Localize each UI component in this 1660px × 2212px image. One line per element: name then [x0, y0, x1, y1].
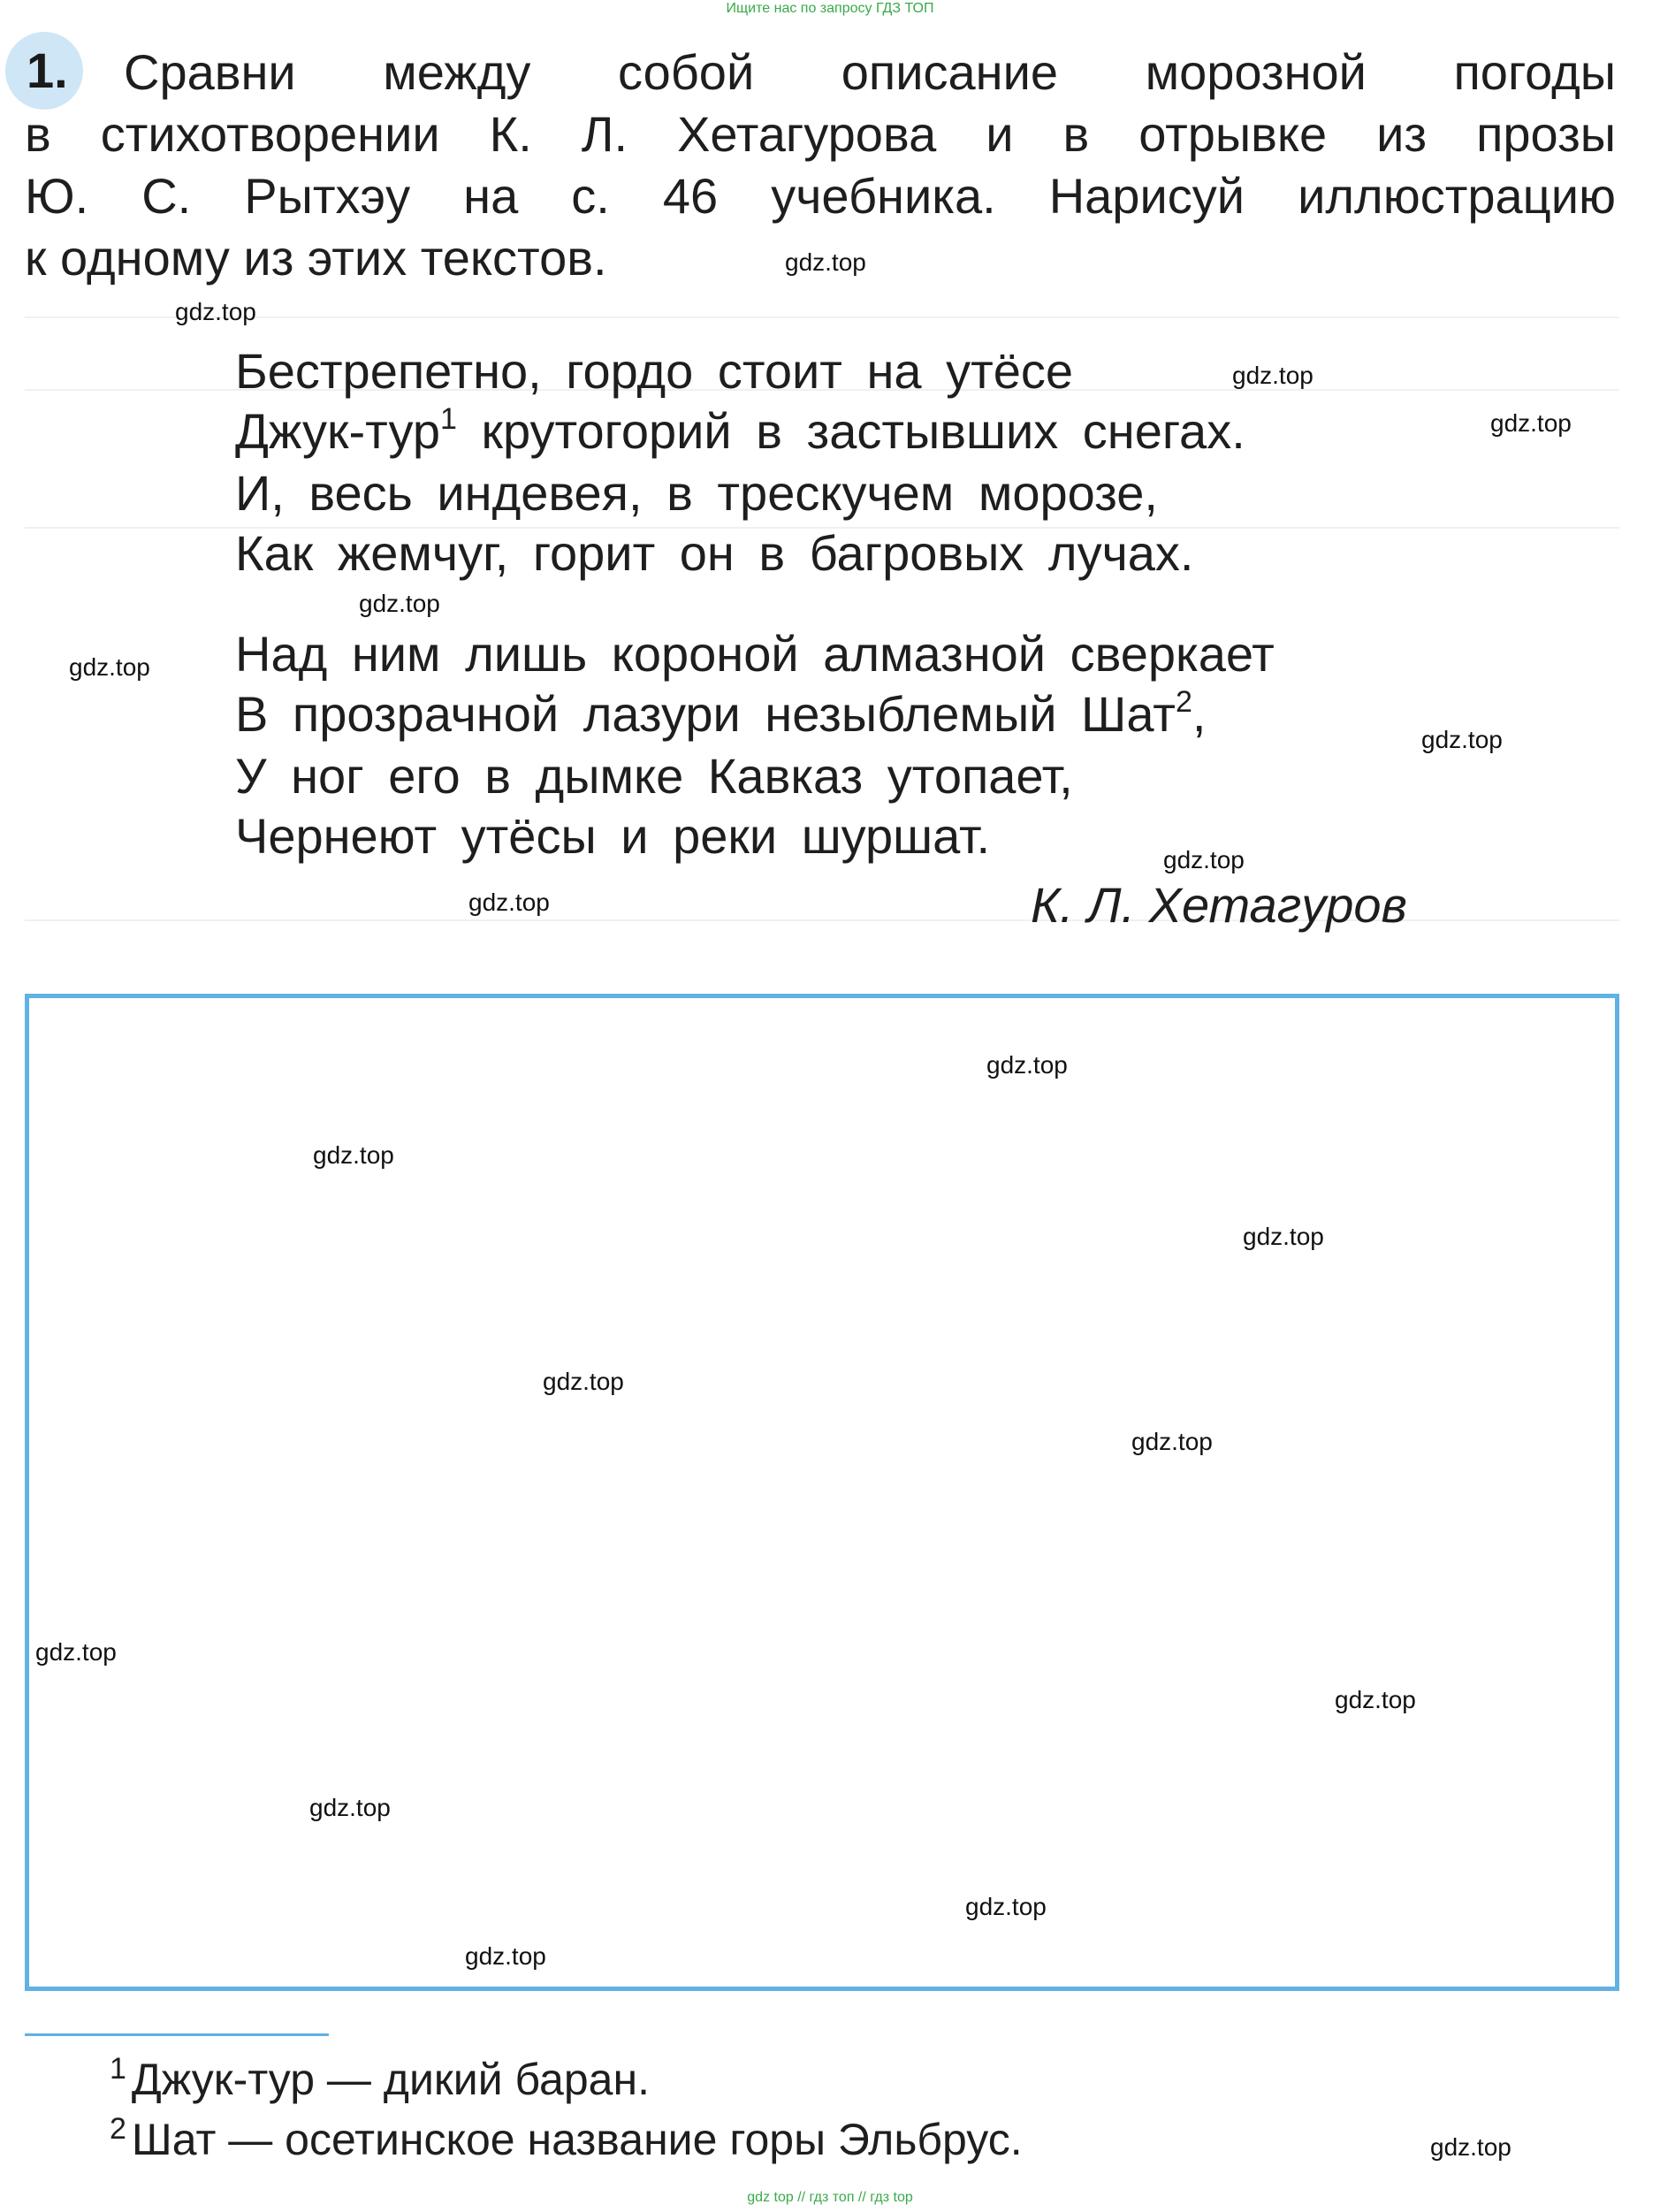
poem-line: У ног его в дымке Кавказ утопает, [235, 748, 1073, 804]
poem-line-text: В прозрачной лазури незыблемый Шат [235, 686, 1176, 742]
watermark: gdz.top [313, 1141, 394, 1169]
poem-line [235, 401, 1245, 461]
poem-word-djuk-tur: Джук-тур [235, 403, 440, 459]
watermark: gdz.top [359, 590, 440, 617]
footnote-divider [25, 2033, 329, 2036]
footnote-mark: 2 [110, 2112, 126, 2146]
watermark: gdz.top [986, 1051, 1068, 1079]
watermark: gdz.top [1430, 2133, 1512, 2161]
watermark: gdz.top [468, 889, 550, 916]
task-line-4: к одному из этих текстов. [25, 230, 607, 286]
watermark: gdz.top [69, 653, 150, 681]
poem-line-rest: крутогорий в застывших снегах. [481, 403, 1245, 459]
poem-line: Чернеют утёсы и реки шуршат. [235, 808, 991, 864]
task-line-2: в стихотворении К. Л. Хетагурова и в отрывке из прозы [25, 106, 1616, 162]
poem-line: Бестрепетно, гордо стоит на утёсе [235, 343, 1074, 399]
footnote-text: Шат — осетинское название горы Эльбрус. [131, 2115, 1023, 2164]
watermark: gdz.top [35, 1638, 117, 1666]
footnote-1 [110, 2053, 650, 2106]
poem-comma: , [1192, 686, 1207, 742]
watermark: gdz.top [1131, 1428, 1213, 1455]
top-banner[interactable]: Ищите нас по запросу ГДЗ ТОП [726, 1, 934, 16]
footnote-ref-1[interactable]: 1 [439, 402, 457, 436]
footnote-2 [110, 2113, 1023, 2166]
watermark: gdz.top [309, 1794, 391, 1821]
footnote-ref-2[interactable]: 2 [1175, 685, 1192, 719]
task-line-3: Ю. С. Рытхэу на с. 46 учебника. Нарисуй иллюстрацию [25, 168, 1616, 224]
watermark: gdz.top [1163, 846, 1245, 873]
watermark: gdz.top [785, 248, 866, 276]
watermark: gdz.top [465, 1942, 546, 1970]
poem-line [235, 684, 1206, 744]
watermark: gdz.top [1421, 726, 1503, 753]
footnote-mark: 1 [110, 2052, 126, 2086]
ghost-rule [25, 317, 1619, 318]
watermark: gdz.top [965, 1893, 1047, 1920]
watermark: gdz.top [1335, 1686, 1416, 1713]
watermark: gdz.top [1490, 409, 1572, 437]
illustration-drawing-area[interactable] [25, 994, 1619, 1991]
watermark: gdz.top [1243, 1223, 1324, 1250]
watermark: gdz.top [1232, 362, 1314, 389]
poem-line: Над ним лишь короной алмазной сверкает [235, 626, 1275, 682]
task-line-1: Сравни между собой описание морозной погоды [124, 44, 1616, 100]
poem-line: И, весь индевея, в трескучем морозе, [235, 465, 1158, 521]
poem-line: Как жемчуг, горит он в багровых лучах. [235, 525, 1194, 581]
watermark: gdz.top [543, 1368, 624, 1395]
footnote-text: Джук-тур — дикий баран. [131, 2055, 650, 2104]
poem-author: К. Л. Хетагуров [1031, 877, 1407, 933]
exercise-number: 1. [27, 42, 68, 98]
bottom-banner[interactable]: gdz top // гдз топ // гдз top [747, 2190, 913, 2205]
watermark: gdz.top [175, 298, 256, 325]
